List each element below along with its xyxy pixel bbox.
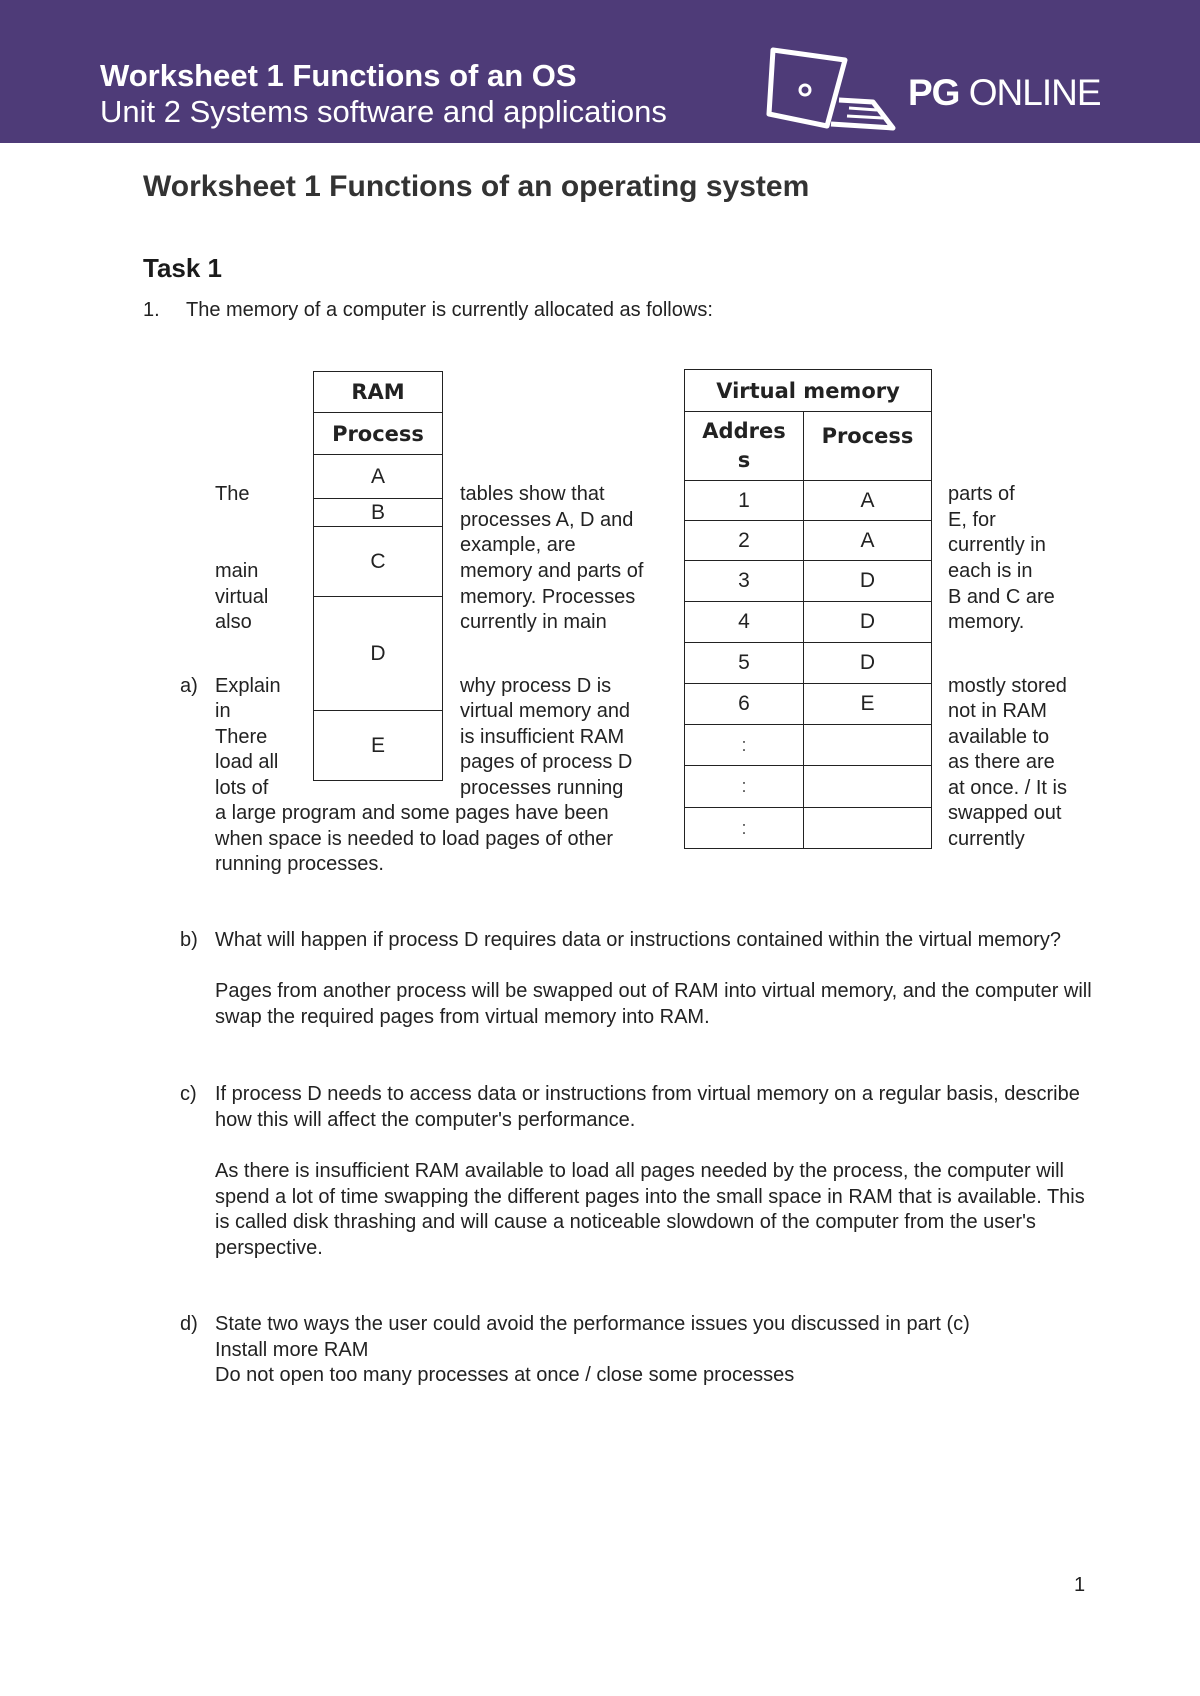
- q1-text: The memory of a computer is currently allocated as follows:: [186, 299, 713, 321]
- qa-text: mostly stored: [948, 675, 1067, 697]
- brand-logo-bold: PG: [908, 72, 960, 113]
- vm-process: D: [804, 602, 932, 643]
- qa-text: processes running: [460, 777, 624, 799]
- vm-process: D: [804, 561, 932, 602]
- qa-text: load all: [215, 751, 279, 773]
- ram-row: C: [314, 527, 443, 597]
- document-title: Worksheet 1 Functions of an operating system: [143, 170, 810, 203]
- qa-text: virtual memory and: [460, 700, 631, 722]
- ram-table-column: Process: [314, 413, 443, 455]
- qa-text: available to: [948, 726, 1050, 748]
- wrap-text: The: [215, 483, 250, 505]
- vm-col-process: Process: [804, 412, 932, 481]
- vm-col-address: [685, 412, 804, 481]
- wrap-text: example, are: [460, 534, 576, 556]
- vm-process: [804, 808, 932, 849]
- wrap-text: memory.: [948, 611, 1025, 633]
- qc-answer: As there is insufficient RAM available to load all pages needed by the process, the computer will spend a lot of time swapping the different pages into the small space in RAM that is available. This is called disk thrashing and will cause a noticeable slowdown of the computer from the user's perspective.: [215, 1160, 1085, 1259]
- qc-label: c): [180, 1083, 197, 1105]
- wrap-text: also: [215, 611, 252, 633]
- ram-row: D: [314, 597, 443, 711]
- wrap-text: processes A, D and: [460, 509, 634, 531]
- q1-number: 1.: [143, 299, 160, 321]
- qc-question: If process D needs to access data or instructions from virtual memory on a regular basis, describe how this will affect the computer's performance.: [215, 1083, 1080, 1131]
- qa-text: Explain: [215, 675, 281, 697]
- wrap-text: currently in: [948, 534, 1046, 556]
- qa-text: why process D is: [460, 675, 612, 697]
- vm-address: :: [685, 725, 804, 766]
- vm-address: :: [685, 766, 804, 808]
- wrap-text: main: [215, 560, 259, 582]
- vm-process: A: [804, 521, 932, 561]
- qa-text: as there are: [948, 751, 1055, 773]
- qa-text: There: [215, 726, 268, 748]
- qa-text: a large program and some pages have been: [215, 802, 609, 824]
- vm-address: 2: [685, 521, 804, 561]
- page-number: 1: [1074, 1574, 1086, 1596]
- qa-text: swapped out: [948, 802, 1062, 824]
- page-header: [0, 0, 1200, 143]
- vm-process: [804, 725, 932, 766]
- wrap-text: B and C are: [948, 586, 1055, 608]
- wrap-text: currently in main: [460, 611, 607, 633]
- vm-address: 3: [685, 561, 804, 602]
- wrap-text: tables show that: [460, 483, 605, 505]
- vm-process: A: [804, 481, 932, 521]
- ram-table-title: RAM: [314, 372, 443, 413]
- brand-logo: [908, 72, 1101, 114]
- qd-answer: Do not open too many processes at once / close some processes: [215, 1364, 795, 1386]
- qa-text: is insufficient RAM: [460, 726, 625, 748]
- qb-label: b): [180, 929, 198, 951]
- ram-table: [313, 371, 443, 781]
- qa-text: pages of process D: [460, 751, 633, 773]
- qd-label: d): [180, 1313, 198, 1335]
- vm-address: 6: [685, 684, 804, 725]
- laptop-logo-icon: [765, 46, 900, 132]
- vm-address: 1: [685, 481, 804, 521]
- qa-text: at once. / It is: [948, 777, 1067, 799]
- ram-row: B: [314, 499, 443, 527]
- qa-text: in: [215, 700, 231, 722]
- qa-text: running processes.: [215, 853, 384, 875]
- wrap-text: parts of: [948, 483, 1015, 505]
- ram-row: A: [314, 455, 443, 499]
- qd-answer: Install more RAM: [215, 1339, 369, 1361]
- vm-address: :: [685, 808, 804, 849]
- vm-col-address-line1: Addres: [702, 419, 786, 443]
- wrap-text: memory and parts of: [460, 560, 644, 582]
- qa-text: not in RAM: [948, 700, 1047, 722]
- vm-address: 4: [685, 602, 804, 643]
- vm-process: E: [804, 684, 932, 725]
- qa-text: lots of: [215, 777, 269, 799]
- qb-question: What will happen if process D requires data or instructions contained within the virtual memory?: [215, 929, 1061, 951]
- wrap-text: each is in: [948, 560, 1033, 582]
- wrap-text: E, for: [948, 509, 996, 531]
- brand-logo-rest: ONLINE: [959, 72, 1101, 113]
- vm-col-address-line2: s: [737, 448, 751, 472]
- qa-text: when space is needed to load pages of other: [215, 828, 614, 850]
- header-title: Worksheet 1 Functions of an OS: [100, 58, 577, 93]
- qd-question: State two ways the user could avoid the performance issues you discussed in part (c): [215, 1313, 970, 1335]
- wrap-text: virtual: [215, 586, 269, 608]
- vm-process: [804, 766, 932, 808]
- ram-row: E: [314, 711, 443, 781]
- qb-answer: Pages from another process will be swapped out of RAM into virtual memory, and the computer will swap the required pages from virtual memory into RAM.: [215, 980, 1092, 1028]
- qa-text: currently: [948, 828, 1025, 850]
- vm-process: D: [804, 643, 932, 684]
- vm-table-title: Virtual memory: [685, 370, 932, 412]
- task-heading: Task 1: [143, 253, 223, 283]
- qa-label: a): [180, 675, 198, 697]
- wrap-text: memory. Processes: [460, 586, 636, 608]
- header-subtitle: Unit 2 Systems software and applications: [100, 94, 667, 129]
- virtual-memory-table: [684, 369, 932, 849]
- vm-address: 5: [685, 643, 804, 684]
